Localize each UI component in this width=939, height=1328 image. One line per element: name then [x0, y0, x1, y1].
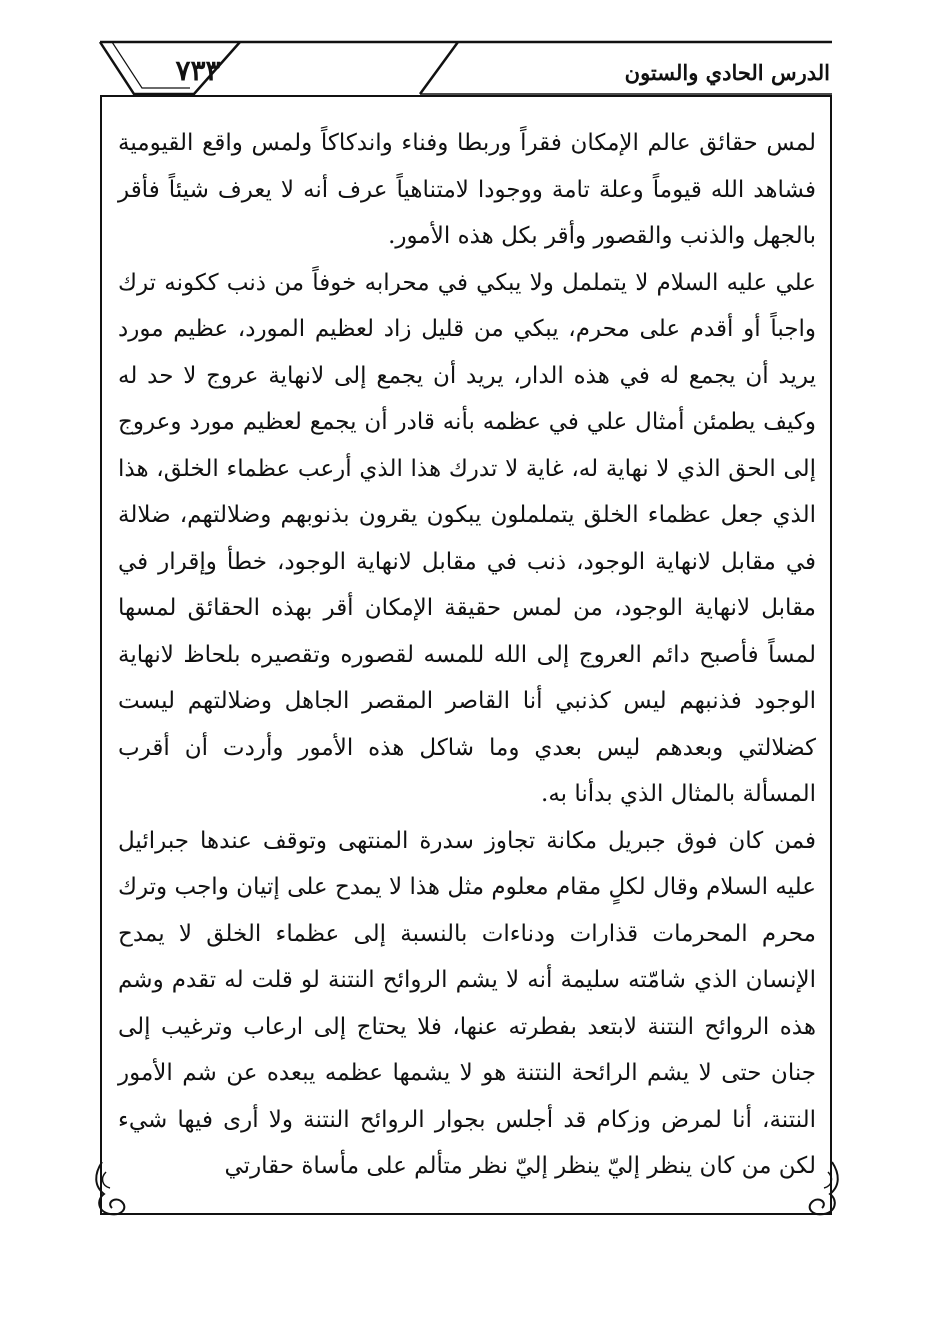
page-header [98, 38, 834, 98]
paragraph: علي عليه السلام لا يتململ ولا يبكي في محرابه خوفاً من ذنب ككونه ترك واجباً أو أقدم على محرم، يبكي من قليل زاد لعظيم المورد، عظيم مورد يريد أن يجمع له في هذه الدار، يريد أن يجمع إلى لانهاية عروج لا حد له وكيف يطمئن أمثال علي في عظمه بأنه قادر أن يجمع لعظيم مورد وعروج إلى الحق الذي لا نهاية له، غاية لا تدرك هذا الذي أرعب عظماء الخلق، هذا الذي جعل عظماء الخلق يتململون يبكون يقرون بذنوبهم وضلالتهم، ضلالة في مقابل لانهاية الوجود، ذنب في مقابل لانهاية الوجود، خطأ وإقرار في مقابل لانهاية الوجود، من لمس حقيقة الإمكان أقر بهذه الحقائق لمسها لمساً فأصبح دائم العروج إلى الله للمسه لقصوره وتقصيره بلحاظ لانهاية الوجود فذنبهم ليس كذنبي أنا القاصر المقصر الجاهل وضلالتهم ليست كضلالتي وبعدهم ليس بعدي وما شاكل هذه الأمور وأردت أن أقرب المسألة بالمثال الذي بدأنا به. [118, 269, 816, 807]
page-number: ٧٣٣ [175, 54, 221, 87]
text-body [118, 120, 816, 1190]
chapter-title: الدرس الحادي والستون [624, 60, 830, 85]
paragraph: فمن كان فوق جبريل مكانة تجاوز سدرة المنتهى وتوقف عندها جبرائيل عليه السلام وقال لكلٍ مقام معلوم مثل هذا لا يمدح على إتيان واجب وترك محرم المحرمات قذارات ودناءات بالنسبة إلى عظماء الخلق لا يمدح الإنسان الذي شامّته سليمة أنه لا يشم الروائح النتنة لو قلت له تقدم وشم هذه الروائح النتنة لابتعد بفطرته عنها، فلا يحتاج إلى ارعاب وترغيب إلى جنان حتى لا يشم الرائحة النتنة هو لا يشمها عظمه يبعده عن شم الأمور النتنة، أنا لمرض وزكام قد أجلس بجوار الروائح النتنة ولا أرى فيها شيء لكن من كان ينظر إليّ ينظر إليّ نظر متألم على مأساة حقارتي [118, 827, 816, 1179]
paragraph: لمس حقائق عالم الإمكان فقراً وربطا وفناء واندكاكاً ولمس واقع القيومية فشاهد الله قيوماً وعلة تامة ووجودا لامتناهياً عرف أنه لا يعرف شيئاً فأقر بالجهل والذنب والقصور وأقر بكل هذه الأمور. [118, 130, 816, 249]
